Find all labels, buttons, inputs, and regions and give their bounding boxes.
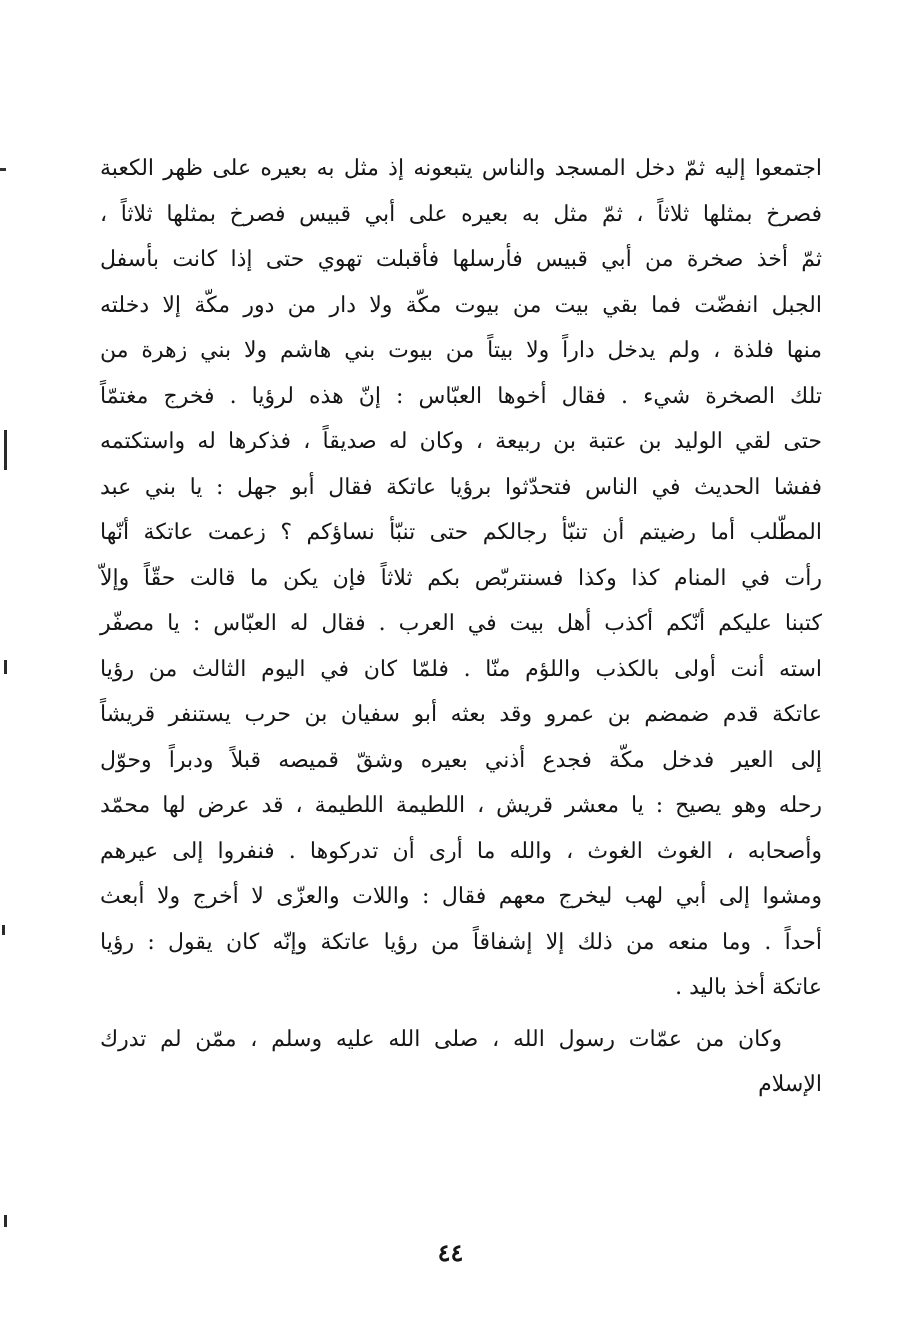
scan-mark <box>4 660 7 674</box>
text-line: الإسلام <box>758 1072 822 1097</box>
text-line: وأصحابه ، الغوث الغوث ، والله ما أرى أن تدركوها . فنفروا إلى عيرهم <box>100 838 822 864</box>
text-line: ثمّ أخذ صخرة من أبي قبيس فأرسلها فأقبلت تهوي حتى إذا كانت بأسفل <box>100 247 822 272</box>
text-line: كتبنا عليكم أنّكم أكذب أهل بيت في العرب . فقال له العبّاس : يا مصفّر <box>100 611 822 636</box>
scan-mark <box>0 168 6 171</box>
text-line: حتى لقي الوليد بن عتبة بن ربيعة ، وكان له صديقاً ، فذكرها له واستكتمه <box>100 429 822 454</box>
text-line: منها فلذة ، ولم يدخل داراً ولا بيتاً من بيوت بني هاشم ولا بني زهرة من <box>100 338 822 363</box>
text-line: اجتمعوا إليه ثمّ دخل المسجد والناس يتبعونه إذ مثل به بعيره على ظهر الكعبة <box>100 156 823 181</box>
text-line: رحله وهو يصيح : يا معشر قريش ، اللطيمة اللطيمة ، قد عرض لها محمّد <box>100 793 822 818</box>
scan-mark <box>2 925 5 935</box>
text-line: إلى العير فدخل مكّة فجدع أذني بعيره وشقّ قميصه قبلاً ودبراً وحوّل <box>100 747 822 773</box>
scan-mark <box>4 1215 7 1227</box>
text-line: رأت في المنام كذا وكذا فسنتربّص بكم ثلاثاً فإن يكن ما قالت حقّاً وإلاّ <box>100 565 822 591</box>
text-line: فصرخ بمثلها ثلاثاً ، ثمّ مثل به بعيره على أبي قبيس فصرخ بمثلها ثلاثاً ، <box>100 201 822 227</box>
text-line: عاتكة قدم ضمضم بن عمرو وقد بعثه أبو سفيان بن حرب يستنفر قريشاً <box>100 702 822 727</box>
page-number: ٤٤ <box>437 1238 464 1267</box>
text-line: ففشا الحديث في الناس فتحدّثوا برؤيا عاتكة فقال أبو جهل : يا بني عبد <box>100 474 822 500</box>
text-line: استه أنت أولى بالكذب واللؤم منّا . فلمّا كان في اليوم الثالث من رؤيا <box>100 656 822 682</box>
text-line: أحداً . وما منعه من ذلك إلا إشفاقاً من رؤيا عاتكة وإنّه كان يقول : رؤيا <box>100 929 822 955</box>
text-line: تلك الصخرة شيء . فقال أخوها العبّاس : إنّ هذه لرؤيا . فخرج مغتمّاً <box>100 383 822 409</box>
scan-mark <box>4 430 7 470</box>
text-line: عاتكة أخذ باليد . <box>675 975 822 1000</box>
body-text <box>100 146 822 1108</box>
text-line: وكان من عمّات رسول الله ، صلى الله عليه وسلم ، ممّن لم تدرك <box>100 1026 782 1052</box>
text-line: ومشوا إلى أبي لهب ليخرج معهم فقال : واللات والعزّى لا أخرج ولا أبعث <box>100 884 822 909</box>
text-line: الجبل انفضّت فما بقي بيت من بيوت مكّة ولا دار من دور مكّة إلا دخلته <box>100 292 822 318</box>
text-line: المطّلب أما رضيتم أن تنبّأ رجالكم حتى تنبّأ نساؤكم ؟ زعمت عاتكة أنّها <box>100 520 822 545</box>
